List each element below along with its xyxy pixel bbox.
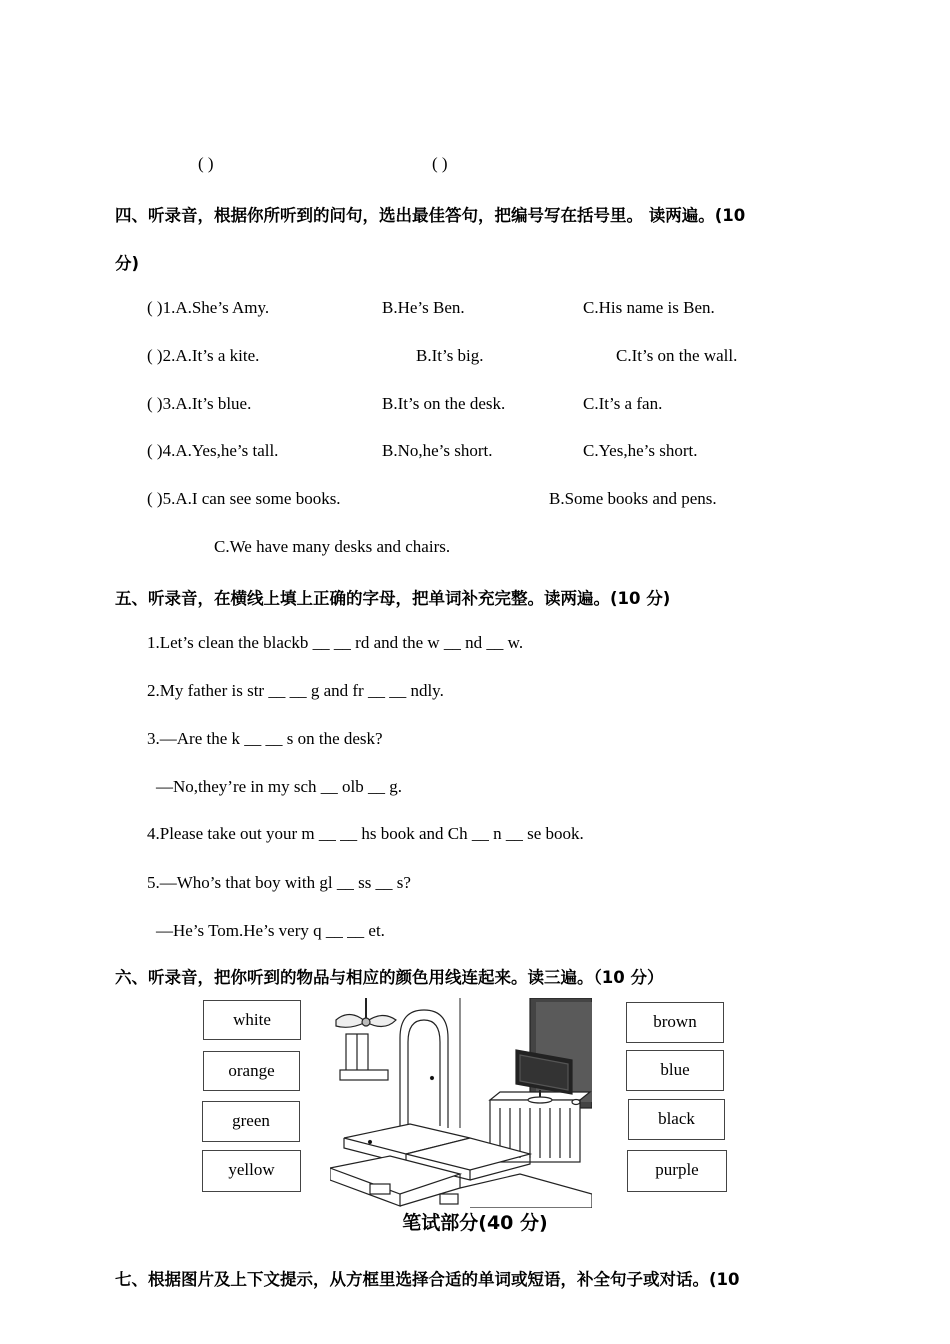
question-3-a: ( )3.A.It’s blue.	[147, 394, 252, 413]
fill-line-4: 4.Please take out your m __ __ hs book and Ch __ n __ se book.	[147, 824, 584, 843]
question-5-c: C.We have many desks and chairs.	[214, 537, 451, 556]
question-1-c: C.His name is Ben.	[583, 298, 715, 317]
color-box-brown: brown	[626, 1002, 724, 1043]
color-box-purple: purple	[627, 1150, 727, 1192]
written-part-title: 笔试部分(40 分)	[402, 1212, 548, 1234]
section4-heading: 四、听录音，根据你所听到的问句，选出最佳答句，把编号写在括号里。 读两遍。(10	[115, 206, 746, 225]
fill-line-5-answer: —He’s Tom.He’s very q __ __ et.	[156, 921, 385, 940]
fill-line-1: 1.Let’s clean the blackb __ __ rd and the w __ nd __ w.	[147, 633, 524, 652]
section5-heading: 五、听录音，在横线上填上正确的字母，把单词补充完整。读两遍。(10 分)	[115, 589, 671, 608]
question-2-c: C.It’s on the wall.	[616, 346, 738, 365]
color-box-orange: orange	[203, 1051, 300, 1091]
question-4-b: B.No,he’s short.	[382, 441, 493, 460]
question-5-b: B.Some books and pens.	[549, 489, 717, 508]
door	[400, 1010, 448, 1138]
color-box-black: black	[628, 1099, 725, 1140]
question-3-c: C.It’s a fan.	[583, 394, 663, 413]
color-box-blue: blue	[626, 1050, 724, 1091]
question-4-c: C.Yes,he’s short.	[583, 441, 698, 460]
fill-line-3: 3.—Are the k __ __ s on the desk?	[147, 729, 383, 748]
section7-heading: 七、根据图片及上下文提示，从方框里选择合适的单词或短语，补全句子或对话。(10	[115, 1270, 740, 1289]
question-3-b: B.It’s on the desk.	[382, 394, 506, 413]
section4-heading-cont: 分)	[115, 254, 140, 273]
fill-line-5: 5.—Who’s that boy with gl __ ss __ s?	[147, 873, 411, 892]
ceiling-fan	[336, 998, 396, 1027]
color-box-yellow: yellow	[202, 1150, 301, 1192]
question-2-a: ( )2.A.It’s a kite.	[147, 346, 260, 365]
question-1-b: B.He’s Ben.	[382, 298, 465, 317]
question-2-b: B.It’s big.	[416, 346, 484, 365]
window	[340, 1034, 388, 1080]
question-1-a: ( )1.A.She’s Amy.	[147, 298, 270, 317]
answer-bracket: ( )	[432, 154, 448, 173]
question-5-a: ( )5.A.I can see some books.	[147, 489, 341, 508]
color-box-white: white	[203, 1000, 301, 1040]
fill-line-3-answer: —No,they’re in my sch __ olb __ g.	[156, 777, 402, 796]
answer-bracket: ( )	[198, 154, 214, 173]
section6-heading: 六、听录音，把你听到的物品与相应的颜色用线连起来。读三遍。（10 分）	[115, 968, 664, 987]
fill-line-2: 2.My father is str __ __ g and fr __ __ ndly.	[147, 681, 444, 700]
question-4-a: ( )4.A.Yes,he’s tall.	[147, 441, 279, 460]
color-box-green: green	[202, 1101, 300, 1142]
classroom-illustration	[330, 998, 592, 1208]
